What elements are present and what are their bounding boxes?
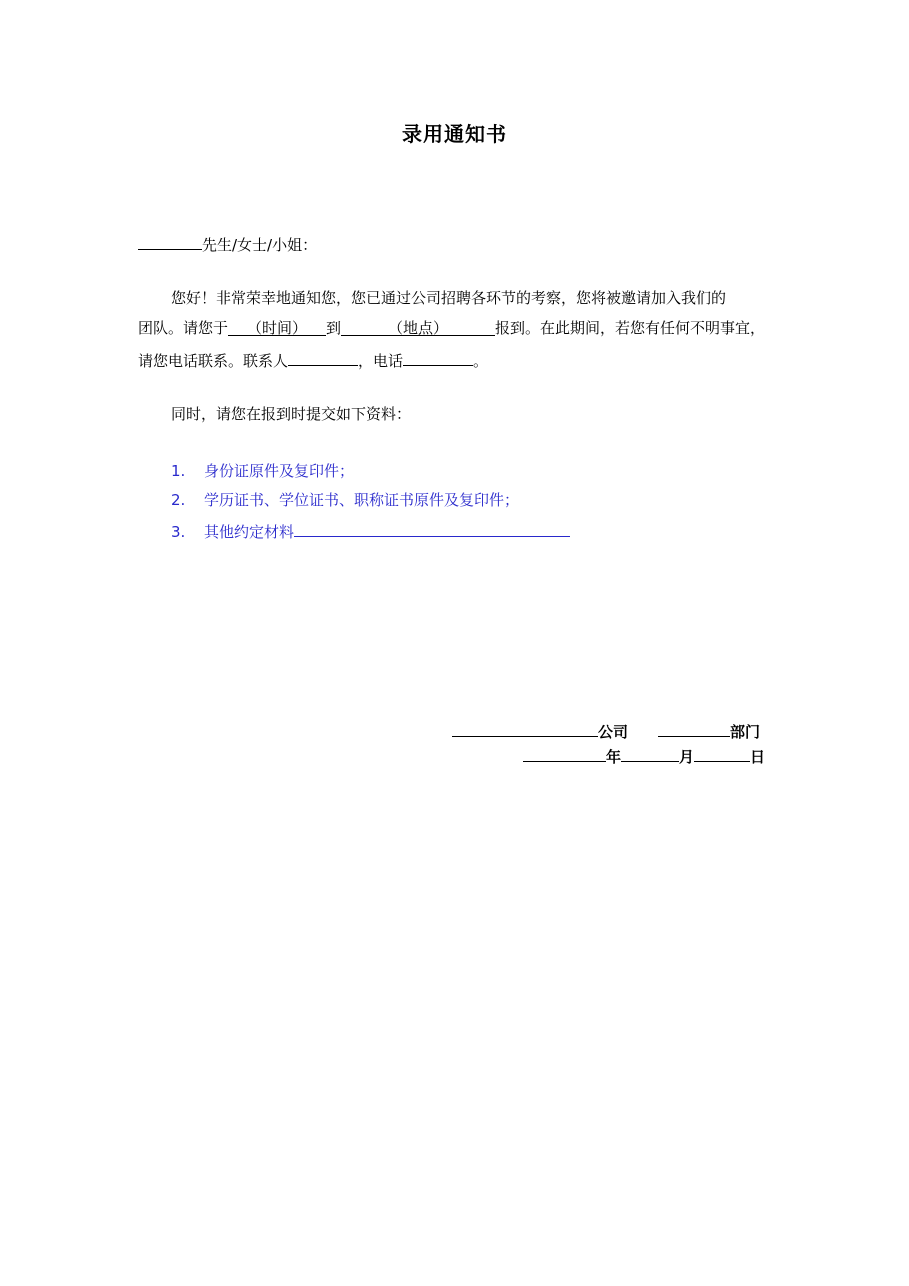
paragraph-text: 请您电话联系。联系人 [138,352,289,370]
paragraph-text: 团队。请您于 [138,319,229,337]
list-text: 学历证书、学位证书、职称证书原件及复印件； [204,491,520,509]
list-item [171,519,570,542]
paragraph-text: 同时，请您在报到时提交如下资料： [171,405,412,423]
salutation [138,232,317,255]
month-label: 月 [679,748,695,766]
place-placeholder: （地点） [388,319,449,337]
list-item [171,490,519,510]
department-blank [658,719,730,737]
department-label: 部门 [730,723,761,741]
month-blank [621,744,679,762]
year-label: 年 [606,748,622,766]
signature-company-line [452,719,760,742]
salutation-suffix: 先生/女士/小姐： [202,236,318,254]
paragraph-text: 到 [326,319,342,337]
time-placeholder: （时间） [247,319,308,337]
time-blank [228,318,326,336]
place-blank [341,318,495,336]
paragraph-text: ，电话 [358,352,404,370]
page-title: 录用通知书 [402,122,507,146]
company-label: 公司 [598,723,629,741]
list-number: 3. [171,523,186,541]
paragraph-line [171,404,411,424]
paragraph-line [138,318,765,338]
paragraph-text: 。 [473,352,489,370]
paragraph-text: 报到。在此期间，若您有任何不明事宜， [495,319,766,337]
list-item [171,461,354,481]
day-blank [694,744,750,762]
company-blank [452,719,598,737]
list-number: 2. [171,491,186,509]
contact-blank [288,348,358,366]
name-blank [138,232,202,250]
list-text: 其他约定材料 [204,523,295,541]
day-label: 日 [750,748,766,766]
phone-blank [403,348,473,366]
signature-date-line [523,744,765,767]
other-materials-blank [294,519,570,537]
paragraph-line [171,288,726,308]
paragraph-text: 您好！非常荣幸地通知您，您已通过公司招聘各环节的考察，您将被邀请加入我们的 [171,289,727,307]
paragraph-line [138,348,488,371]
list-text: 身份证原件及复印件； [204,462,355,480]
list-number: 1. [171,462,186,480]
year-blank [523,744,606,762]
